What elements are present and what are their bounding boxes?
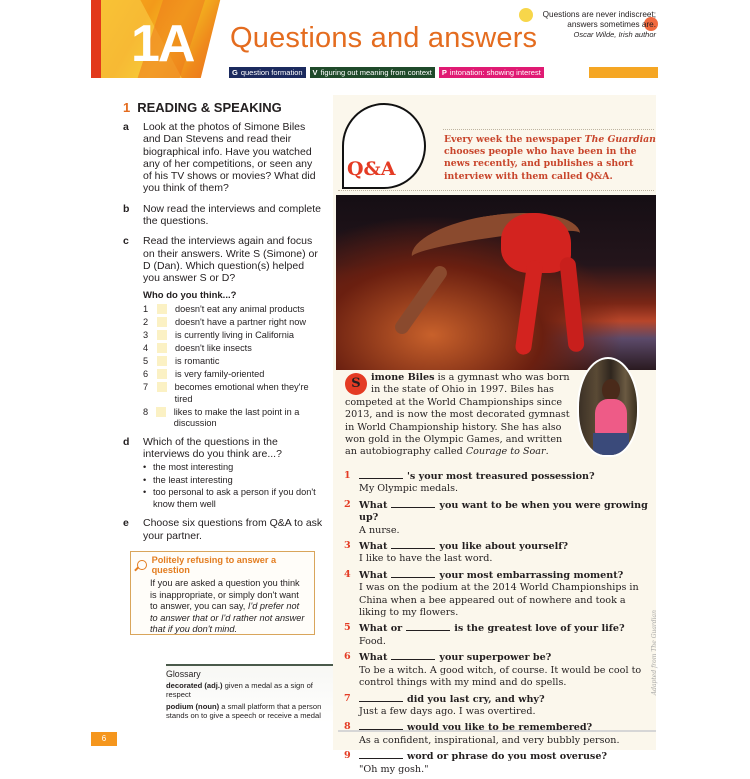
glossary-entry: decorated (adj.) given a medal as a sign of respect <box>166 680 313 700</box>
tip-body: If you are asked a question you think is inappropriate, or simply don't want to answer, you can say, I'd prefer not to answer that or I'd rather not answer that if you don't mind. <box>150 578 305 635</box>
unit-code: 1A <box>131 15 194 73</box>
page-number: 6 <box>91 732 117 746</box>
source-credit: Adapted from The Guardian <box>651 610 658 696</box>
blank-field[interactable] <box>359 750 403 759</box>
divider <box>443 129 654 130</box>
gymnast-photo <box>336 195 656 370</box>
qa-item: 7 did you last cry, and why? Just a few days ago. I was overtired. <box>344 692 545 717</box>
glossary-entry: podium (noun) a small platform that a person stands on to give a speech or receive a medal <box>166 701 322 721</box>
bullet-item: • the most interesting <box>153 462 323 474</box>
answer-box[interactable] <box>157 330 167 340</box>
qa-item: 8 would you like to be remembered? As a confident, inspirational, and very bubbly person. <box>344 721 620 746</box>
blank-field[interactable] <box>359 693 403 702</box>
blank-field[interactable] <box>391 540 435 549</box>
divider <box>338 730 656 732</box>
tag-pronunciation: P intonation: showing interest <box>439 67 544 78</box>
blank-field[interactable] <box>406 622 450 631</box>
bio-paragraph: S imone Biles is a gymnast who was born in the state of Ohio in 1997. Biles has competed at the World Championships since 2013, and is now the most decorated gymnast in World Championship history. She has also won gold in the Olympic Games, and written an autobiography called Courage to Soar. <box>345 372 570 458</box>
qa-item: 2 What you want to be when you were growing up? A nurse. <box>344 498 648 536</box>
who-list <box>143 304 323 430</box>
lesson-tags <box>229 67 544 78</box>
bullet-item: • the least interesting <box>153 475 323 487</box>
qa-item: 9 word or phrase do you most overuse? "Oh my gosh." <box>344 750 608 775</box>
qa-item: 1 's your most treasured possession? My Olympic medals. <box>344 470 595 495</box>
answer-box[interactable] <box>156 407 166 417</box>
qa-item: 5 What or is the greatest love of your life? Food. <box>344 622 625 647</box>
magnifier-icon <box>137 560 147 570</box>
blank-field[interactable] <box>359 721 403 730</box>
divider <box>338 190 654 191</box>
d-bullets <box>153 462 323 510</box>
list-item: 4 doesn't like insects <box>143 342 252 353</box>
blank-field[interactable] <box>391 499 435 508</box>
blank-field[interactable] <box>391 569 435 578</box>
epigraph-quote: Questions are never indiscreet; answers sometimes are. Oscar Wilde, Irish author <box>542 10 656 39</box>
tag-grammar: G question formation <box>229 67 306 78</box>
answer-box[interactable] <box>157 304 167 314</box>
answer-box[interactable] <box>157 356 167 366</box>
section-heading: 1 READING & SPEAKING <box>123 100 282 115</box>
list-item: 3 is currently living in California <box>143 329 294 340</box>
tip-box <box>130 551 315 635</box>
bullet-item: • too personal to ask a person if you don't know them well <box>153 487 323 510</box>
list-item: 2 doesn't have a partner right now <box>143 316 306 327</box>
qa-item: 6 What your superpower be? To be a witch. A good witch, of course. It would be cool to control things with my mind and do spells. <box>344 651 642 689</box>
list-item: 8 likes to make the last point in a discussion <box>143 406 300 429</box>
list-item: 6 is very family-oriented <box>143 369 265 380</box>
glossary <box>166 664 336 723</box>
tip-title: Politely refusing to answer a question <box>151 555 277 575</box>
answer-box[interactable] <box>157 369 167 379</box>
blank-field[interactable] <box>359 470 403 479</box>
list-item: 7 becomes emotional when they're tired <box>143 382 309 404</box>
answer-box[interactable] <box>157 343 167 353</box>
tag-vocabulary: V figuring out meaning from context <box>310 67 435 78</box>
step-c: c Read the interviews again and focus on their answers. Write S (Simone) or D (Dan). Which question(s) helped you answer S or D? <box>123 235 318 285</box>
qa-item: 3 What you like about yourself? I like to have the last word. <box>344 540 569 565</box>
glossary-title: Glossary <box>166 669 201 679</box>
qa-intro: Every week the newspaper The Guardian chooses people who have been in the news recently, and publishes a short interview with them called Q&A. <box>444 134 656 182</box>
step-d: d Which of the questions in the interviews do you think are...? <box>123 435 282 461</box>
list-item: 5 is romantic <box>143 355 220 366</box>
interview-questions <box>344 470 654 779</box>
answer-box[interactable] <box>157 382 167 392</box>
step-e: e Choose six questions from Q&A to ask your partner. <box>123 517 323 542</box>
step-b: b Now read the interviews and complete the questions. <box>123 202 322 228</box>
step-a: a Look at the photos of Simone Biles and Dan Stevens and read their biographical info. Have you watched any of her competitions, or seen any of his TV shows or movies? What did you think of them? <box>123 121 316 195</box>
qa-badge-label: Q&A <box>347 158 396 180</box>
list-item: 1 doesn't eat any animal products <box>143 303 305 314</box>
portrait-photo <box>577 357 639 457</box>
page-title: Questions and answers <box>230 22 538 54</box>
tag-accent-bar <box>589 67 658 78</box>
who-heading: Who do you think...? <box>143 289 237 301</box>
drop-cap: S <box>345 373 367 395</box>
exercise-column <box>123 100 323 550</box>
qa-item: 4 What your most embarrassing moment? I was on the podium at the 2014 World Championships in China when a bee appeared out of nowhere and took a liking to my flowers. <box>344 568 639 619</box>
answer-box[interactable] <box>157 317 167 327</box>
blank-field[interactable] <box>391 651 435 660</box>
